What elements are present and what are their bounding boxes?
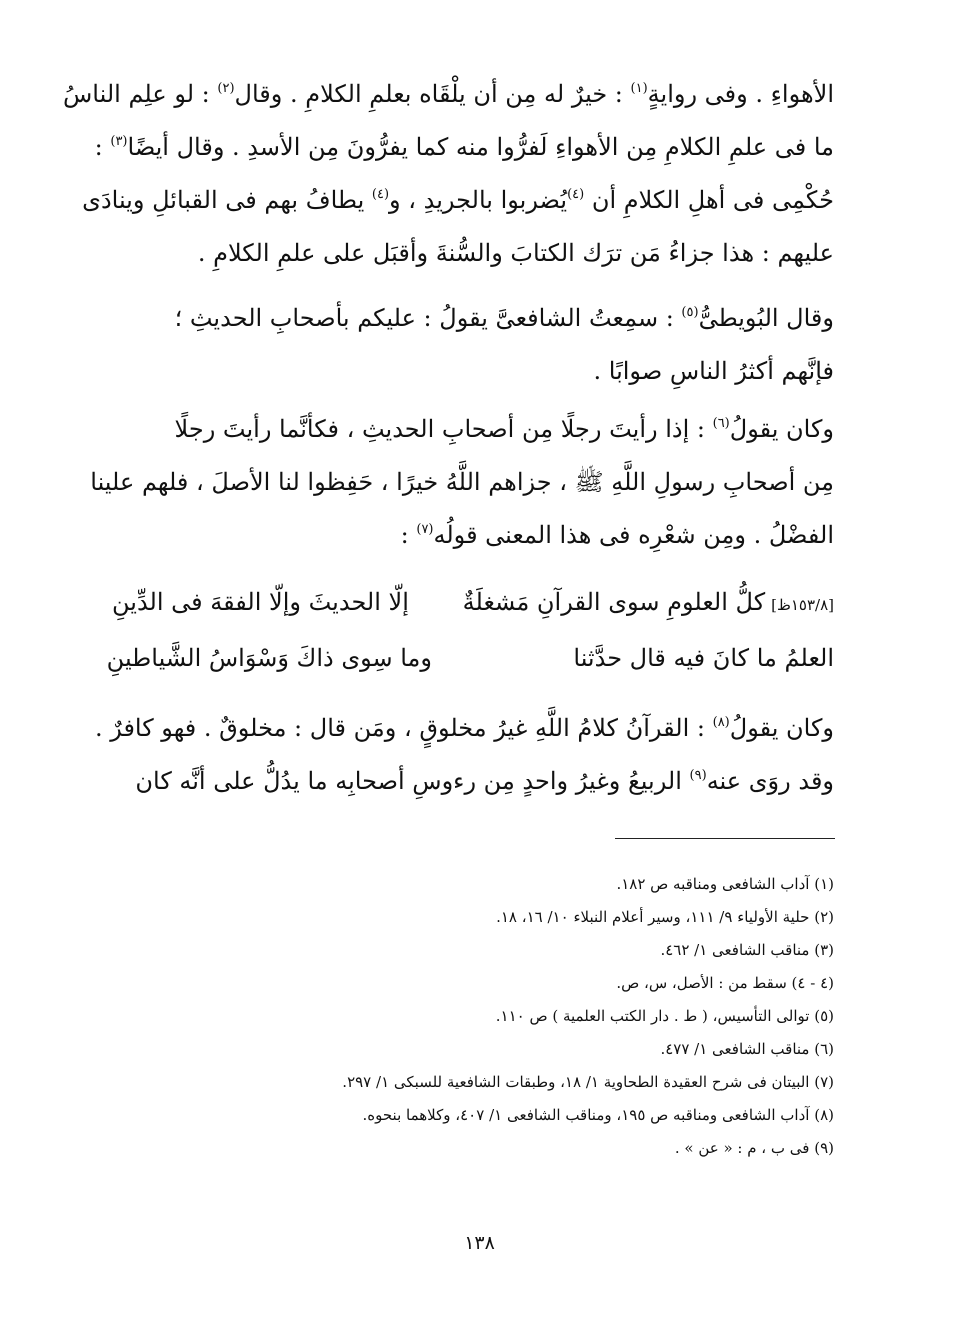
text-line: مِن أصحابِ رسولِ اللَّهِ ﷺ ، جزاهم اللَّهُ خيرًا ، حَفِظوا لنا الأصلَ ، فلهم علينا bbox=[90, 468, 834, 496]
footnote-ref: (٥) bbox=[681, 305, 699, 320]
page-number: ١٣٨ bbox=[464, 1232, 495, 1254]
footnote-ref: (٧) bbox=[416, 522, 434, 537]
footnote-8: (٨) آداب الشافعى ومناقبه ص ١٩٥، ومناقب الشافعى ١/ ٤٠٧، وكلاهما بنحوه. bbox=[362, 1106, 834, 1124]
footnote-3: (٣) مناقب الشافعى ١/ ٤٦٢. bbox=[660, 941, 834, 959]
text-line: ما فى علمِ الكلامِ مِن الأهواءِ لَفرُّوا منه كما يفرُّونَ مِن الأسدِ . وقال أيضًا$^{(٣)}$ : bbox=[94, 133, 834, 161]
text-line: حُكْمِى فى أهلِ الكلامِ أن $^{(٤)}$يُضربوا بالجريدِ ، و$^{(٤)}$ يطافُ بهم فى القبائلِ وينادَى bbox=[82, 186, 834, 214]
poem-hemistich: [١٥٣/٨ظ]كلُّ العلومِ سوى القرآنِ مَشغلَةٌ bbox=[462, 588, 834, 616]
footnote-5: (٥) توالى التأسيس، ( ط . دار الكتب العلمية ) ص ١١٠. bbox=[495, 1007, 834, 1025]
footnote-ref: (٢) bbox=[217, 81, 235, 96]
text-line: فإنَّهم أكثرُ الناسِ صوابًا . bbox=[593, 357, 834, 385]
paragraph-2 bbox=[112, 292, 834, 398]
poem-verse-1 bbox=[112, 576, 834, 632]
footnote-ref: (٤) bbox=[567, 187, 585, 202]
footnote-ref: (٦) bbox=[712, 416, 730, 431]
poem bbox=[106, 576, 834, 685]
poem-verse-2 bbox=[106, 632, 834, 685]
paragraph-1 bbox=[63, 68, 834, 280]
footnote-ref: (٣) bbox=[110, 134, 128, 149]
text-line: عليهم : هذا جزاءُ مَن ترَك الكتابَ والسُّنةَ وأقبَل على علمِ الكلامِ . bbox=[197, 239, 834, 267]
poem-hemistich: العلمُ ما كانَ فيه قال حدَّثنا bbox=[573, 644, 834, 672]
manuscript-marker: [١٥٣/٨ظ] bbox=[771, 596, 834, 614]
text-line: وكان يقولُ$^{(٨)}$ : القرآنُ كلامُ اللَّهِ غيرُ مخلوقٍ ، ومَن قال : مخلوقٌ . فهو كافرٌ . bbox=[94, 714, 834, 742]
paragraph-4 bbox=[94, 702, 834, 808]
text-line: وكان يقولُ$^{(٦)}$ : إذا رأيتَ رجلًا مِن أصحابِ الحديثِ ، فكأنَّما رأيتَ رجلًا bbox=[174, 415, 834, 443]
text-line: وقد روَى عنه$^{(٩)}$ الربيعُ وغيرُ واحدٍ مِن رءوسِ أصحابِه ما يدُلُّ على أنَّه كان bbox=[135, 767, 834, 795]
paragraph-3 bbox=[90, 403, 834, 562]
footnote-1: (١) آداب الشافعى ومناقبه ص ١٨٢. bbox=[616, 875, 834, 893]
footnotes bbox=[112, 868, 834, 1165]
footnote-ref: (٨) bbox=[712, 715, 730, 730]
footnote-ref: (٤) bbox=[371, 187, 390, 202]
footnote-9: (٩) فى ب ، م : « عن » . bbox=[674, 1139, 834, 1157]
poem-hemistich: إلّا الحديثَ وإلّا الفقهَ فى الدِّينِ bbox=[112, 588, 409, 616]
text-line: وقال البُويطىُّ$^{(٥)}$ : سمِعتُ الشافعىَّ يقولُ : عليكم بأصحابِ الحديثِ ؛ bbox=[174, 304, 834, 332]
footnote-ref: (١) bbox=[630, 81, 648, 96]
text-line: الفضْلُ . ومِن شعْرِه فى هذا المعنى قولُه$^{(٧)}$ : bbox=[400, 521, 834, 549]
poem-hemistich: وما سِوى ذاكَ وَسْوَاسُ الشَّياطينِ bbox=[106, 644, 432, 672]
footnote-ref: (٩) bbox=[689, 768, 707, 783]
footnote-7: (٧) البيتان فى شرح العقيدة الطحاوية ١/ ١٨، وطبقات الشافعية للسبكى ١/ ٢٩٧. bbox=[342, 1073, 834, 1091]
footnote-separator bbox=[615, 838, 835, 839]
text-line: الأهواءِ . وفى روايةٍ$^{(١)}$ : خيرٌ له مِن أن يلْقَاه بعلمِ الكلامِ . وقال$^{(٢)}$ : لو علِم الناسُ bbox=[63, 80, 834, 108]
footnote-4: (٤ - ٤) سقط من : الأصل، س، ص. bbox=[616, 974, 834, 992]
footnote-2: (٢) حلية الأولياء ٩/ ١١١، وسير أعلام النبلاء ١٠/ ١٦، ١٨. bbox=[496, 908, 834, 926]
footnote-6: (٦) مناقب الشافعى ١/ ٤٧٧. bbox=[660, 1040, 834, 1058]
